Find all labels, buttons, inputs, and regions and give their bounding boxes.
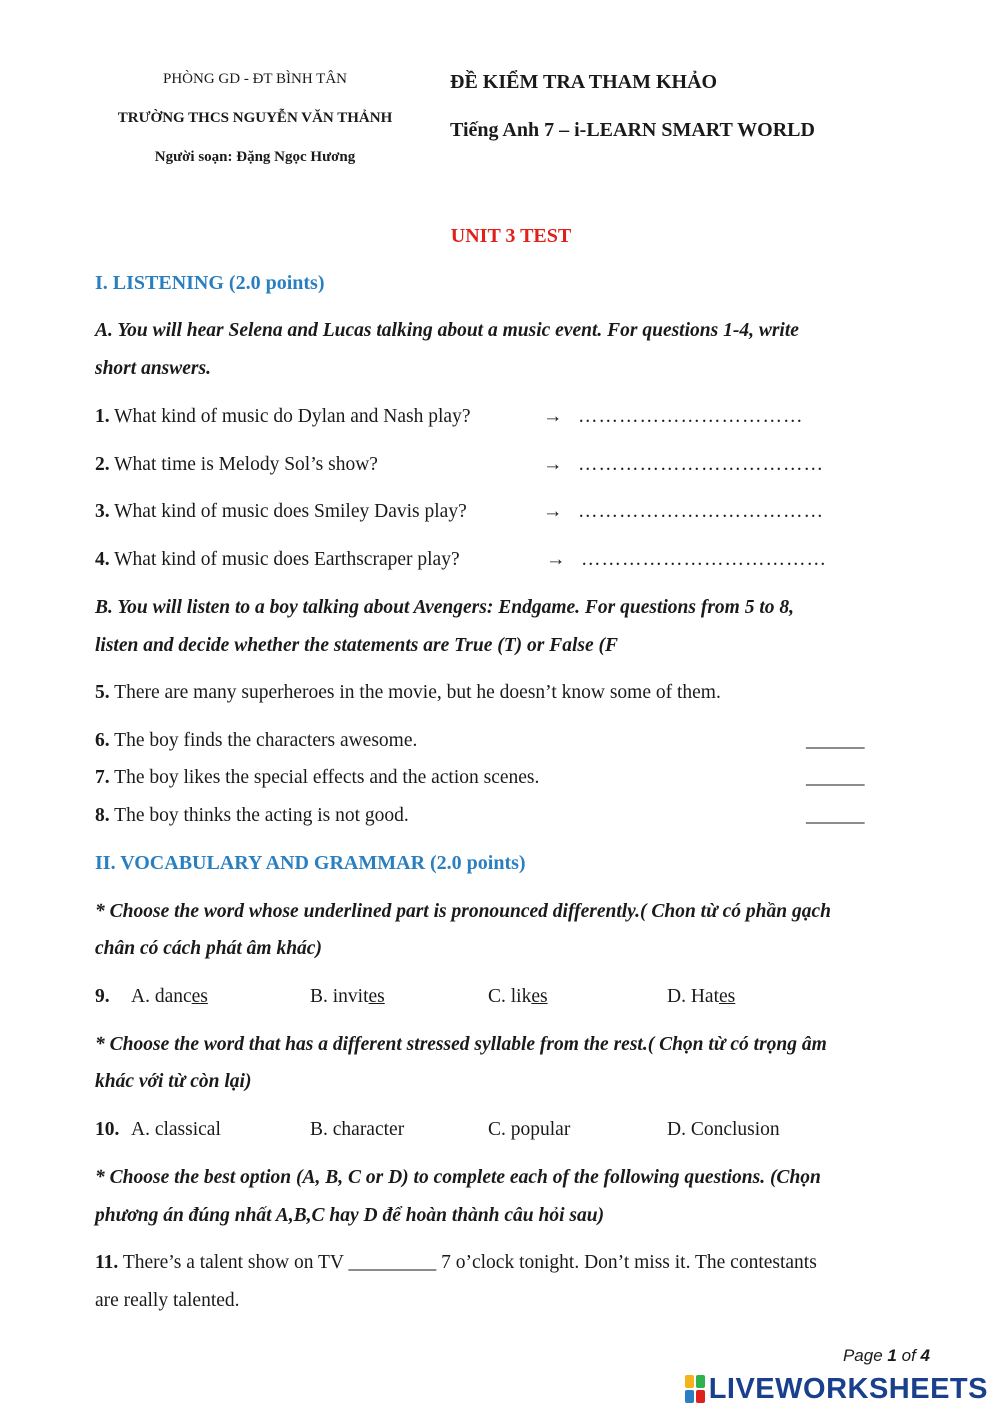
option-10a[interactable]: A. classical (131, 1119, 221, 1140)
question-11-line1: 11. There’s a talent show on TV _________ 7 o’clock tonight. Don’t miss it. The contestants (95, 1252, 817, 1273)
vocab-heading: II. VOCABULARY AND GRAMMAR (2.0 points) (95, 852, 526, 874)
answer-blank-3[interactable]: ……………………………… (578, 501, 824, 522)
arrow-icon: → (546, 549, 566, 570)
question-10-number: 10. (95, 1119, 120, 1140)
question-5: 5. There are many superheroes in the movie, but he doesn’t know some of them. (95, 682, 721, 703)
option-9c[interactable]: C. likes (488, 986, 548, 1007)
partB-instruction-line1: B. You will listen to a boy talking about Avengers: Endgame. For questions from 5 to 8, (95, 597, 795, 618)
page-indicator: Page 1 of 4 (842, 1346, 930, 1365)
department-name: PHÒNG GD - ĐT BÌNH TÂN (162, 71, 348, 87)
arrow-icon: → (543, 454, 563, 475)
question-6: 6. The boy finds the characters awesome. (95, 730, 418, 751)
question-3: 3. What kind of music does Smiley Davis play? (95, 501, 467, 522)
best-option-instruction-line1: * Choose the best option (A, B, C or D) to complete each of the following questions. (Chọn (95, 1167, 821, 1188)
answer-blank-6[interactable]: ______ (806, 730, 865, 751)
option-9b[interactable]: B. invites (310, 986, 385, 1007)
partB-instruction-line2: listen and decide whether the statements are True (T) or False (F (95, 635, 619, 656)
question-7: 7. The boy likes the special effects and the action scenes. (95, 767, 540, 788)
stress-instruction-line1: * Choose the word that has a different stressed syllable from the rest.( Chọn từ có trọng âm (95, 1034, 827, 1055)
question-1: 1. What kind of music do Dylan and Nash play? (95, 406, 471, 427)
arrow-icon: → (543, 501, 563, 522)
option-9d[interactable]: D. Hates (667, 986, 736, 1007)
page-title: UNIT 3 TEST (450, 225, 572, 247)
question-2: 2. What time is Melody Sol’s show? (95, 454, 378, 475)
partA-instruction-line2: short answers. (95, 358, 211, 379)
question-4: 4. What kind of music does Earthscraper play? (95, 549, 460, 570)
subject-title: Tiếng Anh 7 – i-LEARN SMART WORLD (450, 119, 815, 141)
listening-heading: I. LISTENING (2.0 points) (95, 272, 325, 294)
question-8: 8. The boy thinks the acting is not good. (95, 805, 409, 826)
answer-blank-4[interactable]: ……………………………… (581, 549, 827, 570)
option-10c[interactable]: C. popular (488, 1119, 571, 1140)
partA-instruction-line1: A. You will hear Selena and Lucas talking about a music event. For questions 1-4, write (95, 320, 799, 341)
question-11-line2: are really talented. (95, 1290, 240, 1311)
answer-blank-2[interactable]: ……………………………… (578, 454, 824, 475)
answer-blank-1[interactable]: …………………………… (578, 406, 804, 427)
pronunciation-instruction-line2: chân có cách phát âm khác) (95, 938, 322, 959)
option-9a[interactable]: A. dances (131, 986, 208, 1007)
arrow-icon: → (543, 406, 563, 427)
logo-text: LIVEWORKSHEETS (708, 1372, 988, 1405)
exam-title: ĐỀ KIỂM TRA THAM KHẢO (450, 71, 718, 93)
author-name: Người soạn: Đặng Ngọc Hương (154, 149, 356, 165)
option-10b[interactable]: B. character (310, 1119, 405, 1140)
liveworksheets-logo[interactable] (685, 1374, 988, 1404)
answer-blank-7[interactable]: ______ (806, 767, 865, 788)
answer-blank-8[interactable]: ______ (806, 805, 865, 826)
logo-mark-icon (685, 1375, 705, 1403)
option-10d[interactable]: D. Conclusion (667, 1119, 780, 1140)
stress-instruction-line2: khác với từ còn lại) (95, 1071, 252, 1092)
school-name: TRƯỜNG THCS NGUYỄN VĂN THẢNH (117, 110, 393, 126)
best-option-instruction-line2: phương án đúng nhất A,B,C hay D để hoàn thành câu hỏi sau) (95, 1205, 605, 1226)
pronunciation-instruction-line1: * Choose the word whose underlined part is pronounced differently.( Chon từ có phần gạch (95, 901, 831, 922)
question-9-number: 9. (95, 986, 110, 1007)
